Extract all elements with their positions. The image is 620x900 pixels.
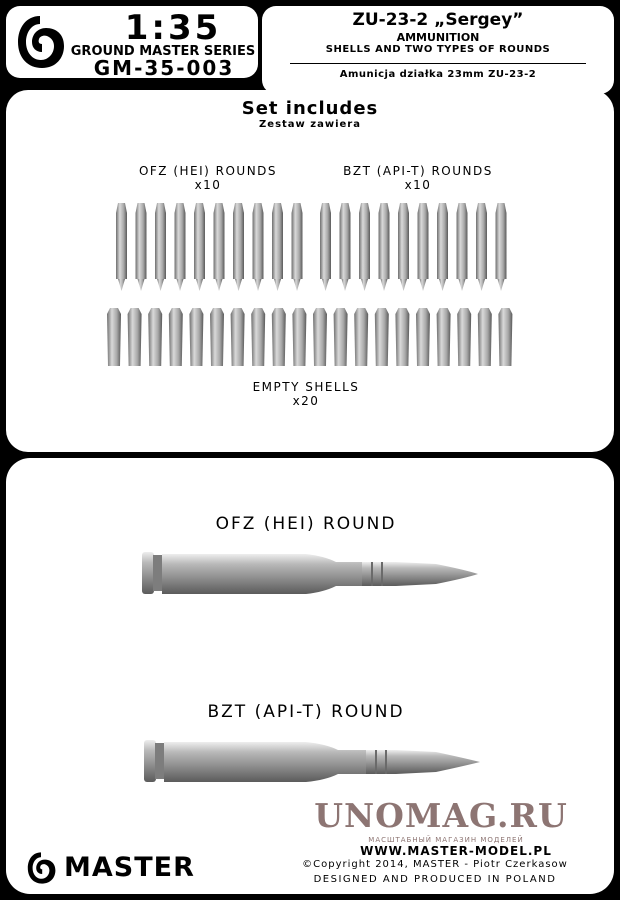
watermark-subtitle: МАСШТАБНЫЙ МАГАЗИН МОДЕЛЕЙ <box>368 836 524 844</box>
master-logo-icon <box>14 12 66 72</box>
scale-label: 1:35 <box>124 8 222 48</box>
empty-shell <box>437 308 451 366</box>
empty-shell <box>210 308 224 366</box>
empty-shell <box>457 308 471 366</box>
ofz-round <box>175 203 186 291</box>
ofz-round <box>116 203 127 291</box>
bzt-round <box>457 203 468 291</box>
bzt-round-label: BZT (API-T) ROUND <box>207 702 405 722</box>
product-detail: SHELLS AND TWO TYPES OF ROUNDS <box>325 44 551 55</box>
bzt-round <box>496 203 507 291</box>
copyright-text: ©Copyright 2014, MASTER - Piotr Czerkasow <box>302 859 568 870</box>
empty-shell <box>272 308 286 366</box>
series-label: GROUND MASTER SERIES <box>70 44 256 59</box>
empty-shell <box>416 308 430 366</box>
group-count: x20 <box>292 394 320 408</box>
empty-shell <box>231 308 245 366</box>
ofz-round <box>214 203 225 291</box>
ofz-round <box>155 203 166 291</box>
ofz-round <box>253 203 264 291</box>
empty-shell <box>292 308 306 366</box>
bzt-round <box>340 203 351 291</box>
product-name: ZU-23-2 „Sergey” <box>352 10 524 30</box>
empty-shell <box>375 308 389 366</box>
made-in-text: DESIGNED AND PRODUCED IN POLAND <box>313 874 557 885</box>
group-count: x10 <box>194 178 222 192</box>
empty-shell <box>169 308 183 366</box>
group-name: BZT (API-T) ROUNDS <box>343 164 493 178</box>
ofz-round <box>194 203 205 291</box>
bzt-round <box>476 203 487 291</box>
ofz-round <box>272 203 283 291</box>
empty-shell <box>107 308 121 366</box>
empty-shell <box>313 308 327 366</box>
empty-shell <box>128 308 142 366</box>
ofz-round <box>136 203 147 291</box>
empty-shell <box>189 308 203 366</box>
group-name: EMPTY SHELLS <box>252 380 360 394</box>
ofz-round-illustration <box>142 552 478 594</box>
bzt-round-illustration <box>144 740 480 782</box>
empty-shell <box>395 308 409 366</box>
ofz-round <box>292 203 303 291</box>
bzt-round <box>398 203 409 291</box>
ofz-round-label: OFZ (HEI) ROUND <box>215 514 397 534</box>
title-divider <box>290 63 586 64</box>
set-includes-panel <box>6 90 614 452</box>
brand-logo-icon <box>24 850 58 886</box>
empty-shell <box>251 308 265 366</box>
empty-shell <box>498 308 512 366</box>
website-link[interactable]: WWW.MASTER-MODEL.PL <box>360 844 552 858</box>
empty-shell <box>478 308 492 366</box>
logo-panel <box>6 6 258 78</box>
detail-panel <box>6 458 614 894</box>
set-includes-title: Set includes <box>241 98 379 119</box>
group-count: x10 <box>404 178 432 192</box>
bzt-round <box>359 203 370 291</box>
bzt-round <box>320 203 331 291</box>
watermark: UNOMAG.RU <box>314 796 568 835</box>
bzt-round <box>437 203 448 291</box>
bzt-round <box>379 203 390 291</box>
empty-shell <box>354 308 368 366</box>
empty-shell <box>148 308 162 366</box>
product-polish-name: Amunicja działka 23mm ZU-23-2 <box>339 69 537 80</box>
set-includes-subtitle: Zestaw zawiera <box>259 119 361 130</box>
product-code: GM-35-003 <box>93 56 235 80</box>
bzt-round <box>418 203 429 291</box>
empty-shell <box>334 308 348 366</box>
product-subtitle: AMMUNITION <box>396 31 480 44</box>
brand-name: MASTER <box>64 852 195 883</box>
empty-shells-group-label <box>206 380 406 408</box>
group-name: OFZ (HEI) ROUNDS <box>138 164 278 178</box>
title-panel <box>262 6 614 94</box>
ofz-round <box>233 203 244 291</box>
